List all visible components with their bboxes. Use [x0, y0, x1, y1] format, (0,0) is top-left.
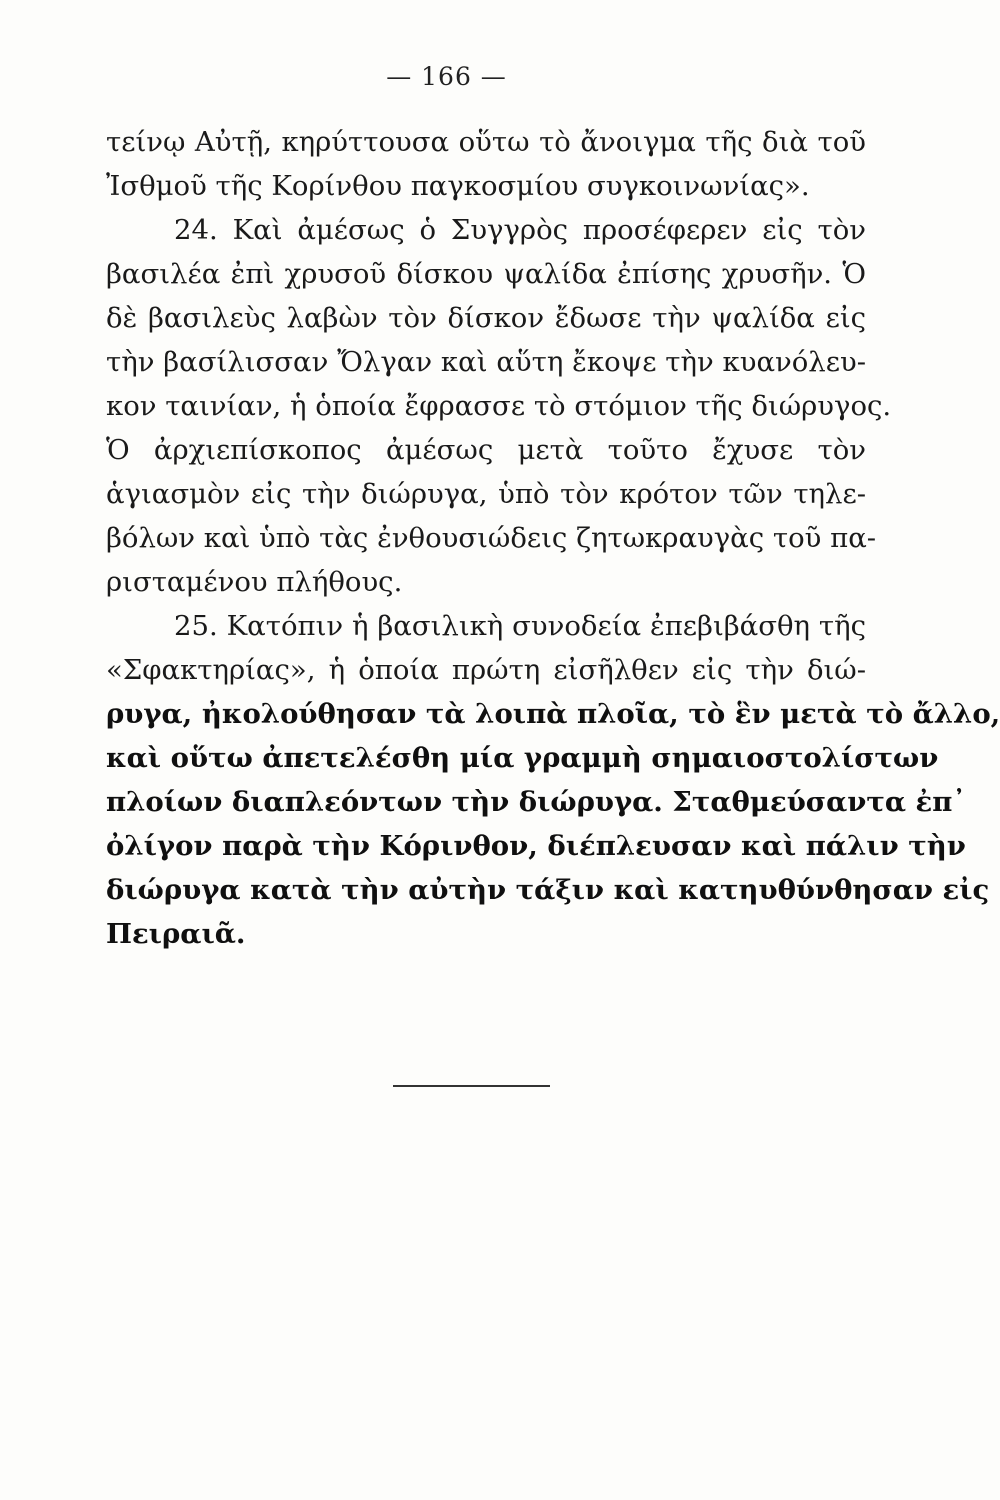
- text-line: βόλων καὶ ὑπὸ τὰς ἐνθουσιώδεις ζητωκραυγὰς τοῦ πα-: [106, 522, 877, 554]
- text-line: ὀλίγον παρὰ τὴν Κόρινθον, διέπλευσαν καὶ πάλιν τὴν: [106, 830, 966, 862]
- paragraph-start-line: 25. Κατόπιν ἡ βασιλικὴ συνοδεία ἐπεβιβάσθη τῆς: [174, 610, 866, 642]
- text-line: κον ταινίαν, ἡ ὁποία ἔφρασσε τὸ στόμιον τῆς διώρυγος.: [106, 390, 892, 422]
- text-line: καὶ οὕτω ἀπετελέσθη μία γραμμὴ σημαιοστολίστων: [106, 742, 939, 774]
- text-line: ρισταμένου πλήθους.: [106, 566, 403, 598]
- text-line: ρυγα, ἠκολούθησαν τὰ λοιπὰ πλοῖα, τὸ ἓν μετὰ τὸ ἄλλο,: [106, 698, 1000, 730]
- text-line: τὴν βασίλισσαν Ὄλγαν καὶ αὕτη ἔκοψε τὴν κυανόλευ-: [106, 346, 866, 378]
- text-line: ἁγιασμὸν εἰς τὴν διώρυγα, ὑπὸ τὸν κρότον τῶν τηλε-: [106, 478, 866, 510]
- text-line: Ἰσθμοῦ τῆς Κορίνθου παγκοσμίου συγκοινωνίας».: [106, 170, 810, 202]
- section-divider: [393, 1085, 550, 1087]
- text-line: διώρυγα κατὰ τὴν αὐτὴν τάξιν καὶ κατηυθύνθησαν εἰς: [106, 874, 990, 906]
- text-line: πλοίων διαπλεόντων τὴν διώρυγα. Σταθμεύσαντα ἐπ᾽: [106, 786, 967, 818]
- body-text: [106, 120, 1000, 956]
- text-line: τείνῳ Αὐτῇ, κηρύττουσα οὕτω τὸ ἄνοιγμα τῆς διὰ τοῦ: [106, 126, 866, 158]
- text-line: Ὁ ἀρχιεπίσκοπος ἀμέσως μετὰ τοῦτο ἔχυσε τὸν: [106, 434, 866, 466]
- text-line: «Σφακτηρίας», ἡ ὁποία πρώτη εἰσῆλθεν εἰς τὴν διώ-: [106, 654, 866, 686]
- text-line: δὲ βασιλεὺς λαβὼν τὸν δίσκον ἔδωσε τὴν ψαλίδα εἰς: [106, 302, 866, 334]
- page-number: — 166 —: [386, 62, 507, 91]
- paragraph-start-line: 24. Καὶ ἀμέσως ὁ Συγγρὸς προσέφερεν εἰς τὸν: [174, 214, 866, 246]
- text-line: βασιλέα ἐπὶ χρυσοῦ δίσκου ψαλίδα ἐπίσης χρυσῆν. Ὁ: [106, 258, 866, 290]
- text-line: Πειραιᾶ.: [106, 918, 246, 950]
